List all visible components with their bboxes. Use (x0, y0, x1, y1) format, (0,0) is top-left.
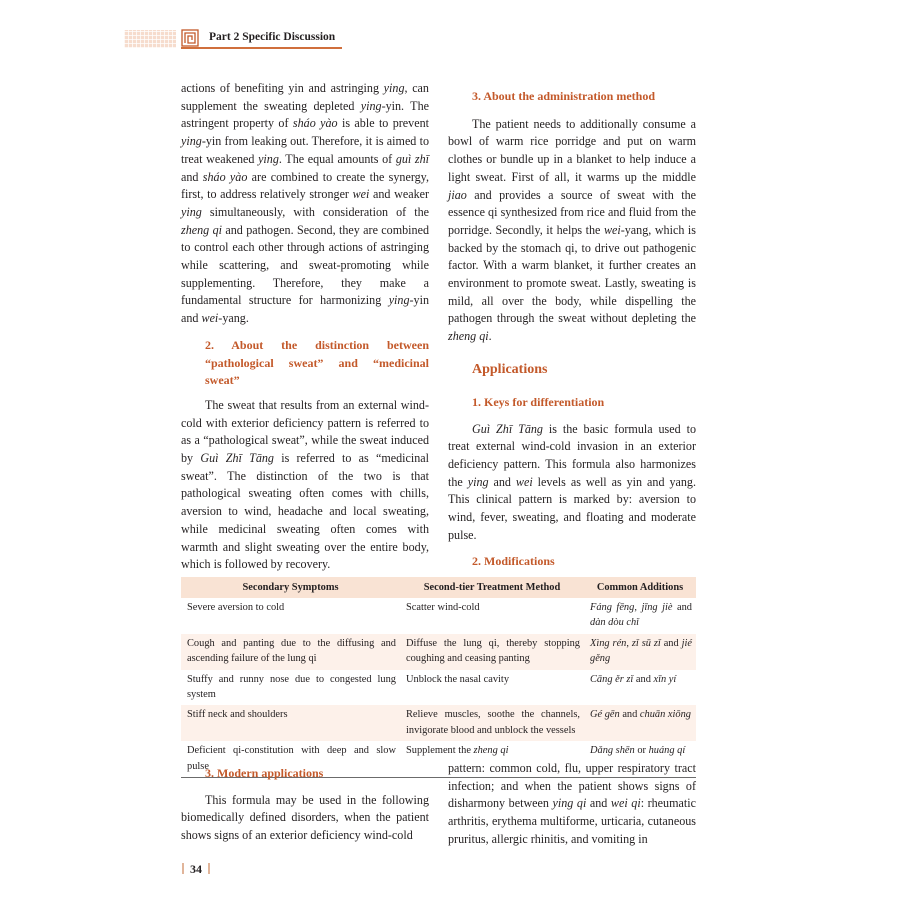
heading-modern-applications: 3. Modern applications (205, 766, 324, 780)
table-row (181, 705, 696, 741)
modifications-table (181, 577, 696, 778)
left-column (181, 80, 429, 574)
table-row (181, 634, 696, 670)
table-row (181, 670, 696, 706)
symptom-cell: Stiff neck and shoulders (181, 705, 400, 741)
table-header-cell: Common Additions (584, 577, 696, 598)
heading-modifications: 2. Modifications (472, 554, 555, 569)
heading-administration-method: 3. About the administration method (472, 89, 656, 103)
right-column (448, 88, 696, 571)
additions-cell: Gé gēn and chuān xiōng (584, 705, 696, 741)
left-paragraph-2: The sweat that results from an external wind-cold with exterior deficiency pattern is referred to as a “pathological sweat”, while the sweat induced by Guì Zhī Tāng is referred to as “medicinal sweat”. The distinction of the two is that pathological sweating often comes with chills, aversion to wind, headache and local sweating, while medicinal sweating often comes with warmth and slight sweating over the entire body, which is followed by recovery. (181, 397, 430, 572)
page-folio (182, 862, 216, 877)
header-pattern-ornament (124, 30, 176, 48)
symptom-cell: Stuffy and runny nose due to congested lung system (187, 673, 396, 701)
section-title-applications: Applications (472, 361, 548, 377)
right-paragraph-1: The patient needs to additionally consume a bowl of warm rice porridge and put on warm clothes or bundle up in a blanket to help induce a light sweat. First of all, it warms up the middle jiao and provides a source of sweat with the essence qi synthesized from rice and fluid from the porridge. Secondly, it helps the wei-yang, which is backed by the stomach qi, to drive out pathogenic factor. With a warm blanket, it further creates an environment to promote sweat. Lastly, sweating is mild, all over the body, while dispelling the pathogen through the sweat without depleting the zheng qi. (448, 116, 696, 344)
table-header-row (181, 577, 696, 598)
folio-bar-right (208, 863, 210, 874)
additions-cell: Cāng ěr zǐ and xīn yí (590, 673, 677, 685)
heading-sweat-distinction: 2. About the distinction between “pathological sweat” and “medicinal sweat” (205, 337, 429, 388)
table-header-cell: Secondary Symptoms (181, 577, 400, 598)
symptom-cell: Deficient qi-constitution with deep and slow pulse (181, 741, 400, 777)
table-header-cell: Second-tier Treatment Method (400, 577, 584, 598)
right-paragraph-2: Guì Zhī Tāng is the basic formula used to treat external wind-cold invasion in an exterior deficiency pattern. This formula also harmonizes the ying and wei levels as well as yin and yang. This clinical pattern is marked by: aversion to wind, fever, sweating, and floating and moderate pulse. (448, 421, 696, 542)
heading-keys-differentiation: 1. Keys for differentiation (472, 394, 605, 409)
method-cell: Diffuse the lung qi, thereby stopping coughing and ceasing panting (400, 634, 584, 670)
header-rule (181, 47, 342, 49)
bottom-right-column (448, 760, 696, 849)
bottom-left-column (181, 765, 429, 845)
additions-cell: Dǎng shēn or huáng qí (584, 741, 696, 777)
left-paragraph-1: actions of benefiting yin and astringing ying, can supplement the sweating depleted ying-yin. The astringent property of sháo yào is able to prevent ying-yin from leaking out. Therefore, it is aimed to treat weakened ying. The equal amounts of guì zhī and sháo yào are combined to create the synergy, first, to address relatively stronger wei and weaker ying simultaneously, with consideration of the zheng qi and pathogen. Second, they are combined to control each other through actions of astringing while scattering, and sweat-promoting while supplementing. Therefore, they make a fundamental structure for harmonizing ying-yin and wei-yang. (181, 81, 430, 326)
modern-applications-continued: pattern: common cold, flu, upper respiratory tract infection; and when the patient shows signs of disharmony between ying qi and wei qi: rheumatic arthritis, erythema multiforme, urticaria, cutaneous pruritus, allergic rhinitis, and vomiting in (448, 761, 696, 846)
modern-applications-paragraph: This formula may be used in the following biomedically defined disorders, when the patient shows signs of an exterior deficiency wind-cold (181, 792, 429, 843)
method-cell: Supplement the zheng qi (400, 741, 584, 777)
symptom-cell: Cough and panting due to the diffusing and ascending failure of the lung qi (181, 634, 400, 670)
symptom-cell: Severe aversion to cold (187, 602, 285, 613)
running-head: Part 2 Specific Discussion (209, 31, 336, 43)
method-cell: Scatter wind-cold (406, 602, 480, 613)
additions-cell: Xìng rén, zǐ sū zǐ and jié gěng (584, 634, 696, 670)
page-number: 34 (190, 862, 202, 876)
folio-bar-left (182, 863, 184, 874)
method-cell: Unblock the nasal cavity (406, 673, 510, 685)
fret-square-icon (181, 29, 199, 47)
table-row (181, 598, 696, 634)
additions-cell: Fáng fēng, jīng jiè and dàn dòu chǐ (590, 602, 693, 629)
method-cell: Relieve muscles, soothe the channels, invigorate blood and unblock the vessels (400, 705, 584, 741)
